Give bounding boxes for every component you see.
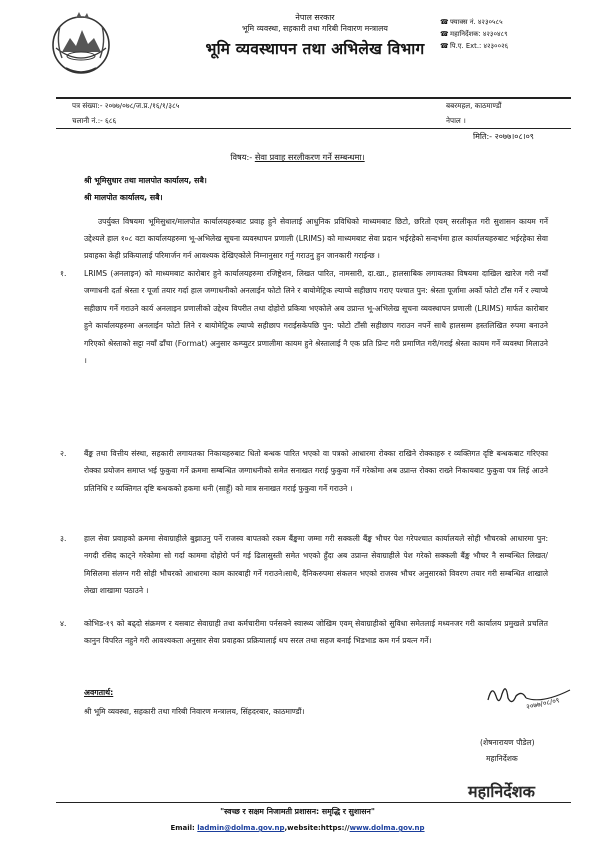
- phone-icon: ☎: [440, 30, 449, 38]
- office-country: नेपाल ।: [446, 116, 466, 125]
- recipient-2: श्री मालपोत कार्यालय, सबै।: [84, 193, 163, 202]
- ministry-name: भूमि व्यवस्था, सहकारी तथा गरिबी निवारण मन्त्रालय: [242, 24, 388, 33]
- dg-phone-line: ☎महानिर्देशक: ४२३०४८९: [440, 30, 508, 38]
- dispatch-number: चलानी नं.:- ६८६: [72, 116, 117, 125]
- contact-block: [440, 16, 508, 52]
- email-label: Email:: [170, 824, 198, 832]
- cc-recipient: श्री भूमि व्यवस्था, सहकारी तथा गरिबी निवारण मन्त्रालय, सिंहदरबार, काठमाण्डौं।: [84, 707, 305, 716]
- footer-contact: [0, 824, 595, 832]
- nepal-government-emblem: [46, 8, 116, 78]
- letter-number: पत्र संख्या:- २०७७/०७८/ज.प्र./१६/१/३८५: [72, 101, 180, 110]
- item-number: ३.: [60, 534, 67, 543]
- item-number: १.: [60, 269, 67, 278]
- footer-slogan: "स्वच्छ र सक्षम निजामती प्रशासन: समृद्धि र सुशासन": [220, 807, 375, 816]
- office-address: बबरमहल, काठमाण्डौं: [446, 101, 502, 110]
- letterhead: [150, 12, 480, 60]
- subject-label: विषय:-: [230, 152, 255, 162]
- intro-paragraph: उपर्युक्त विषयमा भूमिसुधार/मालपोत कार्यालयहरुबाट प्रवाह हुने सेवालाई आधुनिक प्रविधिको माध्यमबाट छिटो, छरितो एवम् सरलीकृत गरी सुशासन कायम गर्ने उद्देश्यले हाल १०८ वटा कार्यालयहरुमा भू-अभिलेख सूचना व्यवस्थापन प्रणाली (LRIMS) को माध्यमबाट सेवा प्रदान भईरहेको सन्दर्भमा हाल कार्यालयहरुबाट भईरहेका सेवा प्रवाहका केही प्रकियालाई परिमार्जन गर्न आवश्यक देखिएकोले निम्नानुसार गर्नु गराउनु हुन जानकारी गराईन्छ ।: [84, 217, 548, 261]
- pa-phone-line: ☎पि.ए. Ext.: ४२३००२६: [440, 42, 509, 50]
- header-divider: [56, 97, 571, 99]
- email-link[interactable]: ladmin@dolma.gov.np: [197, 824, 285, 832]
- signatory-title: महानिर्देशक: [486, 754, 518, 763]
- footer-divider: [56, 802, 571, 803]
- designation-stamp: महानिर्देशक: [468, 782, 535, 801]
- phone-icon: ☎: [440, 18, 449, 26]
- website-link[interactable]: www.dolma.gov.np: [349, 824, 425, 832]
- fax-line: ☎फ्याक्स नं. ४२३०५८५: [440, 18, 503, 26]
- department-name: भूमि व्यवस्थापन तथा अभिलेख विभाग: [205, 40, 425, 58]
- item-text: बैंङ्क तथा वित्तीय संस्था, सहकारी लगायतका निकायहरुबाट धितो बन्धक पारित भएको वा पत्रको आधारमा रोक्का राखिने रोक्काहरु र व्यक्तिगत दृष्टि बन्धकबाट गरिएका रोक्का प्रयोजन समाप्त भई फुकुवा गर्ने क्रममा सम्बन्धित जग्गाधनीको समेत सनाखत गराई फुकुवा गर्ने गरेकोमा अब उप्रान्त रोक्का राख्ने निकायबाट फुकुवा पत्र लिई आउने प्रतिनिधि र व्यक्तिगत दृष्टि बन्धकको हकमा धनी (साहूँ) को मात्र सनाखत गराई फुकुवा गर्ने गराउने ।: [84, 449, 548, 493]
- item-number: २.: [60, 449, 67, 458]
- item-text: LRIMS (अनलाइन) को माध्यमबाट कारोबार हुने कार्यालयहरुमा रजिष्ट्रेशन, लिखत पारित, नामसारी, दा.खा., हालसाबिक लगायतका विषयमा दाखिल खारेज गरी नयाँ जग्गाधनी दर्ता श्रेस्ता र पूर्जा तयार गर्दा हाल जग्गाधनीको अनलाईन फोटो लिने र बायोमेट्रिक ल्याप्चे सहीछाप गराए पश्चात पुन: श्रेस्ता पूर्जामा अर्को फोटो टाँस गर्ने र ल्याप्चे सहीछाप गर्ने गराउने कार्य अनलाइन प्रणालीको उद्देश्य विपरीत तथा दोहोरो प्रकिया भएकोले अब उप्रान्त भू-अभिलेख सूचना व्यवस्थापन प्रणाली (LRIMS) मार्फत कारोबार हुने कार्यालयहरुमा अनलाईन फोटो लिने र बायोमेट्रिक ल्याप्चे सहीछाप गराईसकेपछि पुन: फोटो टाँसी सहीछाप गराउन नपर्ने साथै हालसम्म हस्तलिखित रुपमा बनाउने गरिएको श्रेस्ताको सट्टा नयाँ ढाँचा (Format) अनुसार कम्प्युटर प्रणालीमा कायम हुने श्रेस्तालाई नै एक प्रति प्रिन्ट गरी प्रमाणित गरी/गराई श्रेस्ता कायम गर्ने व्यवस्था मिलाउने ।: [84, 269, 548, 366]
- cc-heading: अवगतार्थ:: [84, 688, 114, 697]
- subject-line: [0, 152, 595, 163]
- reference-divider: [56, 128, 571, 129]
- government-name: नेपाल सरकार: [295, 13, 335, 22]
- item-text: हाल सेवा प्रवाहको क्रममा सेवाग्राहीले बुझाउनु पर्ने राजस्व बापतको रकम बैंङ्कमा जम्मा गरी सक्कली बैंङ्क भौचर पेश गरेपश्चात कार्यालयले सोही भौचरको आधारमा पुन: नगदी रसिद काट्ने गरेकोमा सो गर्दा काममा दोहोरो पर्न गई ढिलासुस्ती समेत भएको हुँदा अब उप्रान्त सेवाग्राहीले पेश गरेको सक्कली बैंङ्क भौचर नै सम्बन्धित लिखत/मिसिलमा संलग्न गरी सोही भौचरको आधारमा काम कारबाही गर्ने गराउने।साथै, दैनिकरुपमा संकलन भएको राजस्व भौचर अनुसारको विवरण तयार गरी सम्बन्धित शाखाले लेखा शाखामा पठाउने ।: [84, 534, 548, 596]
- item-text: कोभिड-१९ को बढ्दो संक्रमण र यसबाट सेवाग्राही तथा कर्मचारीमा पर्नसक्ने स्वास्थ्य जोखिम एवम् सेवाग्राहीको सुविधा समेतलाई मध्यनजर गरी कार्यालय प्रमुखले प्रचलित कानुन विपरित नहुने गरी आवश्यकता अनुसार सेवा प्रवाहका प्रक्रियालाई थप सरल तथा सहज बनाई भिडभाड कम गर्न प्रयत्न गर्ने।: [84, 619, 548, 646]
- signature-date: २०७७/०८/०९: [525, 696, 561, 712]
- recipient-1: श्री भूमिसुधार तथा मालपोत कार्यालय, सबै।: [84, 176, 207, 185]
- letter-date: मिति:- २०७७।०८।०९: [473, 132, 534, 141]
- signatory-name: (शेषनारायण पौडेल): [480, 738, 535, 747]
- item-number: ४.: [60, 619, 67, 628]
- phone-icon: ☎: [440, 42, 449, 50]
- handwritten-signature: [482, 676, 578, 716]
- website-label: ,website:https://: [284, 824, 350, 832]
- subject-text: सेवा प्रवाह सरलीकरण गर्ने सम्बन्धमा।: [254, 152, 365, 162]
